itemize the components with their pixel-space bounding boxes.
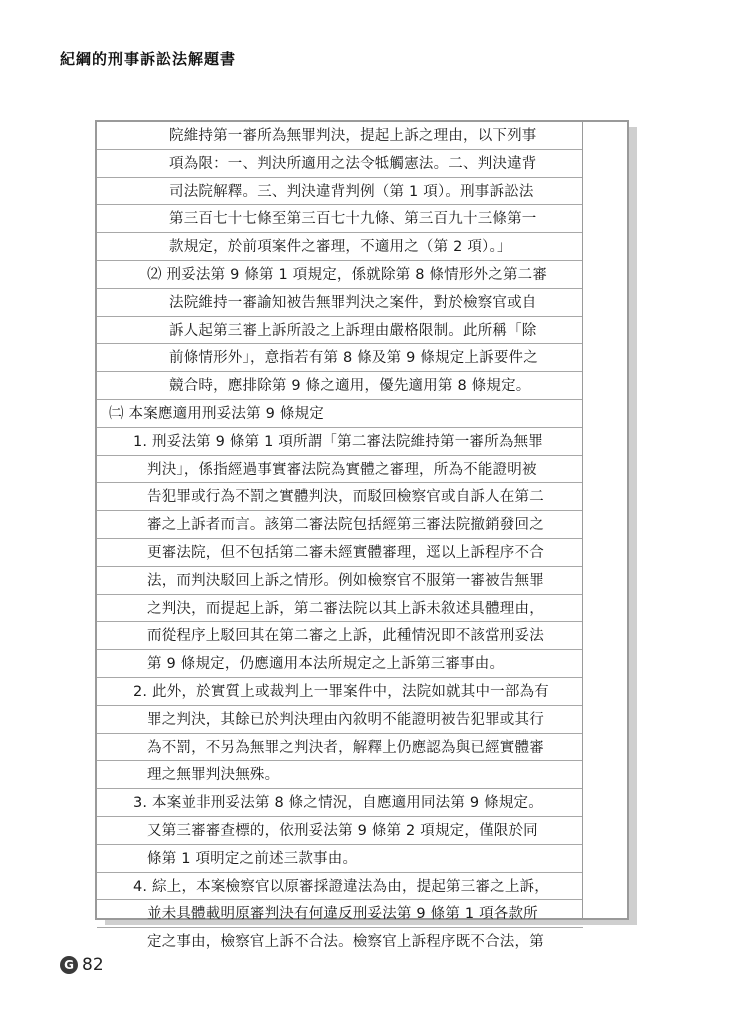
text-line: 法，而判決駁回上訴之情形。例如檢察官不服第一審被告無罪: [97, 567, 583, 595]
notes-column: [582, 122, 627, 918]
text-lines: [97, 122, 583, 955]
text-line: 而從程序上駁回其在第二審之上訴，此種情況即不該當刑妥法: [97, 622, 583, 650]
text-line: 4. 綜上，本案檢察官以原審採證違法為由，提起第三審之上訴，: [97, 873, 583, 901]
text-line: 1. 刑妥法第 9 條第 1 項所謂「第二審法院維持第一審所為無罪: [97, 428, 583, 456]
text-line: 條第 1 項明定之前述三款事由。: [97, 845, 583, 873]
text-line: 項為限：一、判決所適用之法令牴觸憲法。二、判決違背: [97, 150, 583, 178]
text-line: 之判決，而提起上訴，第二審法院以其上訴未敘述具體理由，: [97, 595, 583, 623]
text-line: 並未具體載明原審判決有何違反刑妥法第 9 條第 1 項各款所: [97, 900, 583, 928]
text-line: 罪之判決，其餘已於判決理由內敘明不能證明被告犯罪或其行: [97, 706, 583, 734]
text-line: ⑵ 刑妥法第 9 條第 1 項規定，係就除第 8 條情形外之第二審: [97, 261, 583, 289]
text-line: 3. 本案並非刑妥法第 8 條之情況，自應適用同法第 9 條規定。: [97, 789, 583, 817]
page-number: 82: [82, 955, 104, 975]
text-line: 2. 此外，於實質上或裁判上一罪案件中，法院如就其中一部為有: [97, 678, 583, 706]
text-line: 法院維持一審諭知被告無罪判決之案件，對於檢察官或自: [97, 289, 583, 317]
text-line: 第 9 條規定，仍應適用本法所規定之上訴第三審事由。: [97, 650, 583, 678]
text-line: 為不罰，不另為無罪之判決者，解釋上仍應認為與已經實體審: [97, 734, 583, 762]
text-line: 訴人起第三審上訴所設之上訴理由嚴格限制。此所稱「除: [97, 317, 583, 345]
book-title: 紀綱的刑事訴訟法解題書: [60, 50, 237, 68]
text-line: 司法院解釋。三、判決違背判例（第 1 項）。刑事訴訟法: [97, 178, 583, 206]
text-line: 告犯罪或行為不罰之實體判決，而駁回檢察官或自訴人在第二: [97, 483, 583, 511]
text-line: 判決」，係指經過事實審法院為實體之審理，所為不能證明被: [97, 456, 583, 484]
text-line: ㈡ 本案應適用刑妥法第 9 條規定: [97, 400, 583, 428]
text-line: 競合時，應排除第 9 條之適用，優先適用第 8 條規定。: [97, 372, 583, 400]
text-line: 定之事由，檢察官上訴不合法。檢察官上訴程序既不合法，第: [147, 934, 544, 951]
content-box: [95, 120, 629, 951]
g-circle-icon: G: [60, 956, 78, 974]
text-line: 院維持第一審所為無罪判決，提起上訴之理由，以下列事: [97, 122, 583, 150]
text-line: 更審法院，但不包括第二審未經實體審理，逕以上訴程序不合: [97, 539, 583, 567]
text-line: 前條情形外」，意指若有第 8 條及第 9 條規定上訴要件之: [97, 344, 583, 372]
text-line: 又第三審審查標的，依刑妥法第 9 條第 2 項規定，僅限於同: [97, 817, 583, 845]
text-line: 第三百七十七條至第三百七十九條、第三百九十三條第一: [97, 205, 583, 233]
page-footer: [60, 955, 104, 975]
text-line: 理之無罪判決無殊。: [97, 761, 583, 789]
text-line: 款規定，於前項案件之審理，不適用之（第 2 項）。」: [97, 233, 583, 261]
text-line: 審之上訴者而言。該第二審法院包括經第三審法院撤銷發回之: [97, 511, 583, 539]
